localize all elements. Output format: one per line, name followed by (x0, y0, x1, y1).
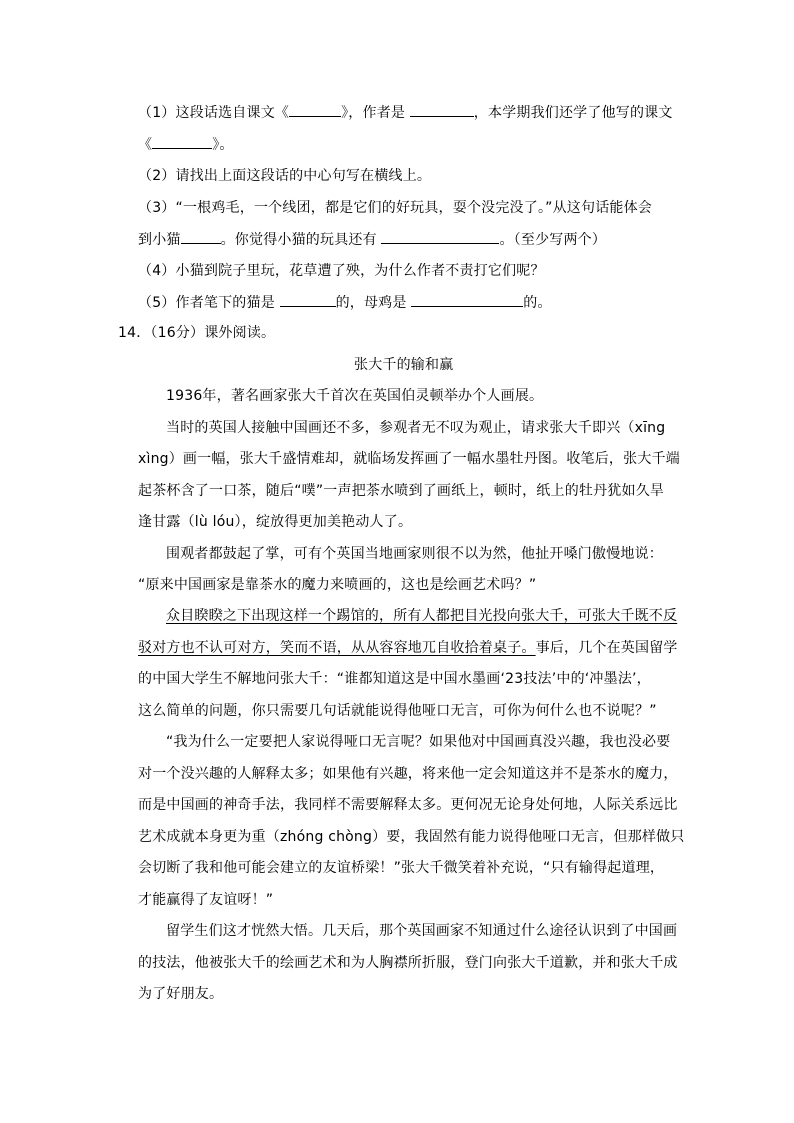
q1-text-e: 》。 (212, 137, 234, 153)
passage-line: “我为什么一定要把人家说得哑口无言呢？如果他对中国画真没兴趣，我也没必要 (166, 734, 671, 750)
question-1-line-1 (138, 102, 673, 123)
passage-line: 会切断了我和他可能会建立的友谊桥梁！”张大千微笑着补充说，“只有输得起道理， (138, 860, 665, 876)
passage-line: 而是中国画的神奇手法，我同样不需要解释太多。更何况无论身处何地，人际关系远比 (138, 797, 678, 813)
q3-text-d: 。（至少写两个） (499, 232, 607, 248)
section-14-header: 14．（16分）课外阅读。 (118, 325, 276, 341)
q5-text-a: （5）作者笔下的猫是 (138, 295, 280, 311)
passage-title: 张大千的输和赢 (354, 357, 454, 373)
passage-line: 对一个没兴趣的人解释太多；如果他有兴趣，将来他一定会知道这并不是茶水的魔力， (138, 766, 678, 782)
plain-text: 事后，几个在英国留学 (535, 640, 678, 656)
underlined-text: 驳对方也不认可对方，笑而不语，从从容容地兀自收拾着桌子。 (138, 640, 536, 656)
question-2: （2）请找出上面这段话的中心句写在横线上。 (138, 168, 432, 184)
passage-line: 当时的英国人接触中国画还不多，参观者无不叹为观止，请求张大千即兴（xīng (166, 420, 666, 436)
passage-line: 围观者都鼓起了掌，可有个英国当地画家则很不以为然，他扯开嗓门傲慢地说： (166, 546, 663, 562)
passage-line: 艺术成就本身更为重（zhóng chòng）要，我固然有能力说得他哑口无言，但那样做只 (138, 829, 685, 845)
question-3-line-2 (138, 229, 606, 250)
passage-line: 这么简单的问题，你只需要几句话就能说得他哑口无言，可你为何什么也不说呢？” (138, 703, 657, 719)
answer-blank[interactable] (289, 102, 341, 117)
passage-line: “原来中国画家是靠茶水的魔力来喷画的，这也是绘画艺术吗？” (138, 577, 537, 593)
q5-text-b: 的，母鸡是 (335, 295, 412, 311)
answer-blank[interactable] (152, 134, 212, 149)
q1-text-d: 《 (138, 137, 153, 153)
answer-blank[interactable] (410, 102, 474, 117)
q3-text-b: 到小猫 (138, 232, 181, 248)
passage-line: 的技法，他被张大千的绘画艺术和为人胸襟所折服，登门向张大千道歉，并和张大千成 (138, 955, 678, 971)
passage-line: 才能赢得了友谊呀！” (138, 892, 274, 908)
question-3-line-1: （3）“一根鸡毛，一个线团，都是它们的好玩具，耍个没完没了。”从这句话能体会 (138, 200, 653, 216)
passage-line: 为了好朋友。 (138, 986, 224, 1002)
question-4: （4）小猫到院子里玩，花草遭了殃，为什么作者不责打它们呢？ (138, 263, 545, 279)
answer-blank[interactable] (381, 229, 499, 244)
q5-text-c: 的。 (523, 295, 552, 311)
q1-text-b: 》，作者是 (341, 105, 410, 121)
answer-blank[interactable] (181, 229, 221, 244)
q3-text-c: 。你觉得小猫的玩具还有 (220, 232, 382, 248)
passage-line: 留学生们这才恍然大悟。几天后，那个英国画家不知通过什么途径认识到了中国画 (166, 923, 678, 939)
q1-text-a: （1）这段话选自课文《 (138, 105, 290, 121)
passage-line-underlined: 众目睽睽之下出现这样一个踢馆的，所有人都把目光投向张大千，可张大千既不反 (166, 608, 678, 624)
passage-line: 1936年，著名画家张大千首次在英国伯灵顿举办个人画展。 (166, 388, 544, 404)
passage-line (138, 638, 678, 658)
question-5 (138, 292, 552, 313)
q1-text-c: ，本学期我们还学了他写的课文 (473, 105, 673, 121)
answer-blank[interactable] (411, 292, 523, 307)
passage-line: 逢甘露（lù lóu），绽放得更加美艳动人了。 (138, 514, 413, 530)
answer-blank[interactable] (280, 292, 336, 307)
passage-line: xìng）画一幅，张大千盛情难却，就临场发挥画了一幅水墨牡丹图。收笔后，张大千端 (138, 451, 680, 467)
passage-line: 的中国大学生不解地问张大千：“谁都知道这是中国水墨画‘23技法’中的‘冲墨法’， (138, 671, 651, 687)
question-1-line-2 (138, 134, 234, 155)
passage-line: 起茶杯含了一口茶，随后“噗”一声把茶水喷到了画纸上，顿时，纸上的牡丹犹如久旱 (138, 483, 665, 499)
